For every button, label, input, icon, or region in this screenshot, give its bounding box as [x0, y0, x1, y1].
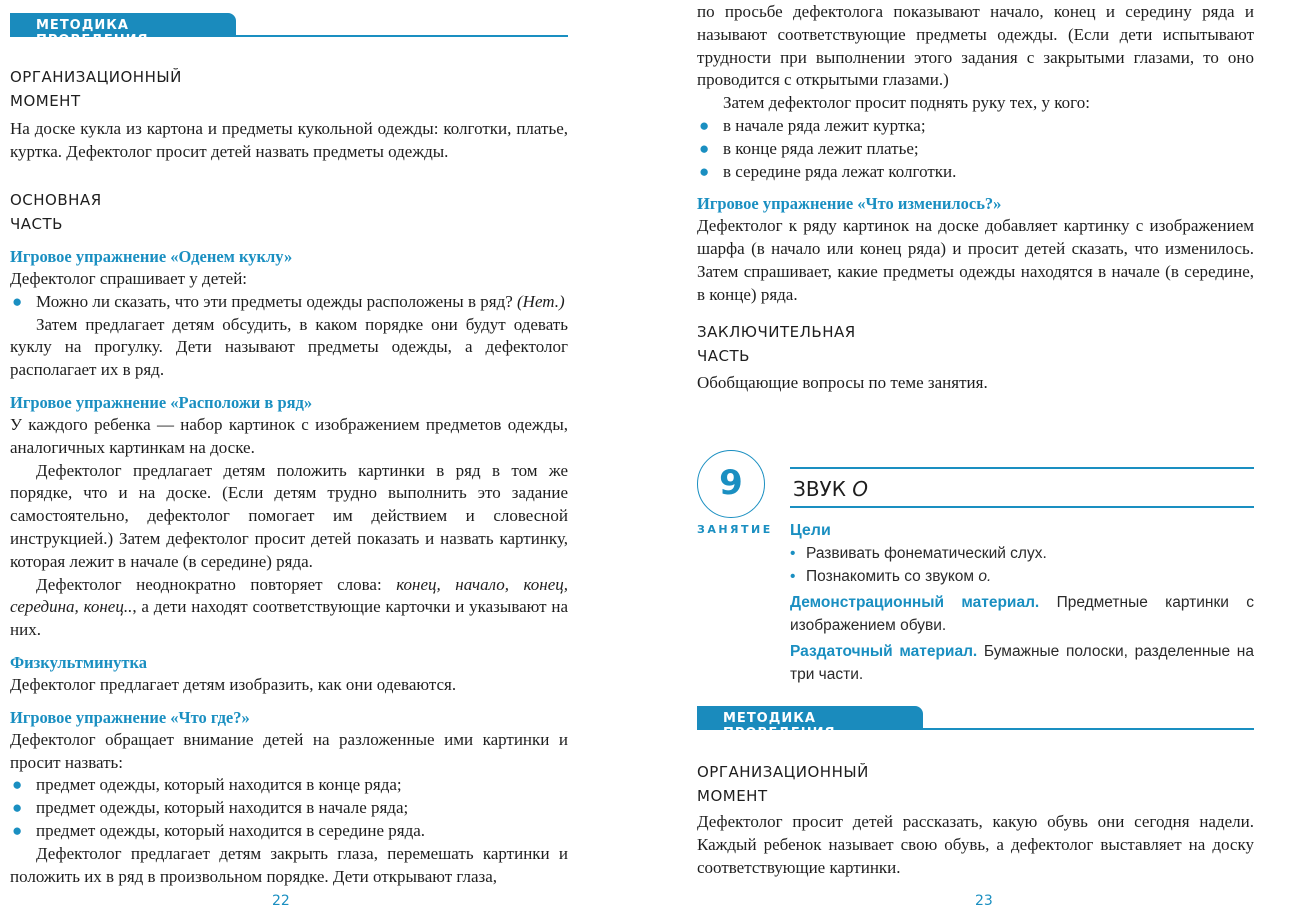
- bullet-icon: ●: [12, 775, 23, 795]
- lesson-number-badge: 9: [697, 450, 765, 518]
- goal-italic: о.: [978, 568, 992, 585]
- lesson-label: ЗАНЯТИЕ: [697, 523, 773, 536]
- list-text: в середине ряда лежат колготки.: [723, 161, 957, 181]
- exercise-title: Игровое упражнение «Расположи в ряд»: [10, 392, 313, 412]
- text: Дефектолог неоднократно повторяет слова:: [36, 574, 397, 594]
- bullet-icon: ●: [699, 161, 710, 181]
- list-text: в начале ряда лежит куртка;: [723, 115, 926, 135]
- paragraph: Дефектолог предлагает детям положить картинки в ряд в том же порядке, что и на доске. (Если детям трудно выполнить это задание самостоятельно, дефектолог помогает им действием и словесной инструкцией.) Затем дефектолог просит детей показать и назвать картинку, которая лежит в начале (в середине) ряда.: [10, 460, 568, 571]
- paragraph: Затем предлагает детям обсудить, в каком порядке они будут одевать куклу на прогулку. Дети называют предметы одежды, а дефектолог располагает их в ряд.: [10, 314, 568, 380]
- heading-line: ОСНОВНАЯ: [10, 191, 102, 209]
- title-italic: О: [852, 477, 869, 501]
- paragraph: У каждого ребенка — набор картинок с изображением предметов одежды, аналогичных картинкам на доске.: [10, 414, 568, 457]
- text: Бумажные полоски, разделенные на три части.: [790, 643, 1254, 683]
- goal-item: [790, 542, 1254, 565]
- section-heading-main: [10, 188, 568, 236]
- list-item: [697, 115, 1254, 138]
- section-banner: [697, 706, 1254, 741]
- section-banner: [10, 13, 568, 48]
- paragraph: Обобщающие вопросы по теме занятия.: [697, 373, 988, 392]
- list-text: предмет одежды, который находится в начале ряда;: [36, 798, 409, 818]
- lesson-goals: [790, 520, 1254, 686]
- right-page: [697, 0, 1254, 923]
- banner-label: МЕТОДИКА ПРОВЕДЕНИЯ: [697, 706, 923, 730]
- left-page: [10, 0, 568, 923]
- list-item: [10, 291, 568, 314]
- list-text: предмет одежды, который находится в конце ряда;: [36, 775, 402, 795]
- paragraph: Дефектолог предлагает детям изобразить, как они одеваются.: [10, 674, 457, 694]
- heading-line: ОРГАНИЗАЦИОННЫЙ: [697, 763, 869, 781]
- list-item: [10, 797, 568, 820]
- banner-label: МЕТОДИКА ПРОВЕДЕНИЯ: [10, 13, 236, 37]
- page-number: 22: [272, 893, 290, 909]
- paragraph: Затем дефектолог просит поднять руку тех, у кого:: [723, 93, 1090, 113]
- bullet-icon: ●: [12, 820, 23, 840]
- paragraph: Дефектолог спрашивает у детей:: [10, 269, 248, 288]
- exercise-title: Физкультминутка: [10, 652, 147, 672]
- heading-line: ЧАСТЬ: [697, 347, 750, 365]
- paragraph: Дефектолог обращает внимание детей на разложенные ими картинки и просит назвать:: [10, 729, 568, 772]
- exercise-title: Игровое упражнение «Что где?»: [10, 707, 250, 727]
- heading-line: МОМЕНТ: [697, 787, 768, 805]
- label: Демонстрационный материал.: [790, 594, 1040, 611]
- goal-item: [790, 565, 1254, 588]
- demo-material: [790, 591, 1254, 637]
- goal-text: Развивать фонематический слух.: [806, 545, 1047, 562]
- heading-line: ОРГАНИЗАЦИОННЫЙ: [10, 68, 182, 86]
- bullet-icon: •: [790, 545, 796, 562]
- heading-line: ЗАКЛЮЧИТЕЛЬНАЯ: [697, 323, 856, 341]
- exercise-title: Игровое упражнение «Оденем куклу»: [10, 247, 293, 266]
- list-item: [10, 820, 568, 843]
- goals-heading: Цели: [790, 522, 831, 539]
- heading-line: МОМЕНТ: [10, 92, 81, 110]
- list-text: Можно ли сказать, что эти предметы одежды расположены в ряд?: [36, 291, 513, 311]
- bullet-icon: ●: [12, 798, 23, 818]
- section-heading-org: [10, 65, 568, 113]
- paragraph: по просьбе дефектолога показывают начало, конец и середину ряда и называют соответствующие предметы одежды. (Если дети испытывают трудности при выполнении этого задания с закрытыми глазами, то оно проводится с открытыми глазами.): [697, 2, 1254, 90]
- section-heading-final: [697, 320, 1254, 368]
- list-item: [697, 138, 1254, 161]
- page-number: 23: [975, 893, 993, 909]
- main-content: [10, 236, 568, 888]
- paragraph: На доске кукла из картона и предметы кукольной одежды: колготки, платье, куртка. Дефектолог просит детей назвать предметы одежды.: [10, 119, 568, 161]
- text: , а дети находят соответствующие карточки и указывают на них.: [10, 597, 569, 640]
- section-heading-org: [697, 760, 1254, 808]
- lesson-title: [790, 467, 1254, 508]
- list-text: в конце ряда лежит платье;: [723, 138, 919, 158]
- bullet-icon: •: [790, 568, 796, 585]
- goal-text: Познакомить со звуком: [806, 568, 979, 585]
- top-content: [697, 1, 1254, 307]
- bullet-icon: ●: [699, 115, 710, 135]
- list-text: предмет одежды, который находится в середине ряда.: [36, 820, 426, 840]
- handout-material: [790, 640, 1254, 686]
- heading-line: ЧАСТЬ: [10, 215, 63, 233]
- paragraph: [10, 574, 568, 642]
- title-text: ЗВУК: [793, 477, 853, 501]
- text: Предметные картинки с изображением обуви.: [790, 594, 1254, 634]
- paragraph: Дефектолог просит детей рассказать, какую обувь они сегодня надели. Каждый ребенок называет свою обувь, а дефектолог выставляет на доску соответствующие картинки.: [697, 812, 1254, 877]
- text-italic: конец, начало, конец, середина, конец..: [10, 574, 568, 617]
- bullet-icon: ●: [12, 291, 23, 311]
- list-item: [697, 161, 1254, 184]
- list-text-italic: (Нет.): [517, 291, 565, 311]
- paragraph: Дефектолог к ряду картинок на доске добавляет картинку с изображением шарфа (в начало или конец ряда) и просит детей сказать, что изменилось. Затем спрашивает, какие предметы одежды находятся в начале (в середине, в конце) ряда.: [697, 216, 1254, 304]
- label: Раздаточный материал.: [790, 643, 978, 660]
- exercise-title: Игровое упражнение «Что изменилось?»: [697, 194, 1002, 214]
- list-item: [10, 774, 568, 797]
- paragraph: Дефектолог предлагает детям закрыть глаза, перемешать картинки и положить их в ряд в произвольном порядке. Дети открывают глаза,: [10, 843, 568, 886]
- bullet-icon: ●: [699, 138, 710, 158]
